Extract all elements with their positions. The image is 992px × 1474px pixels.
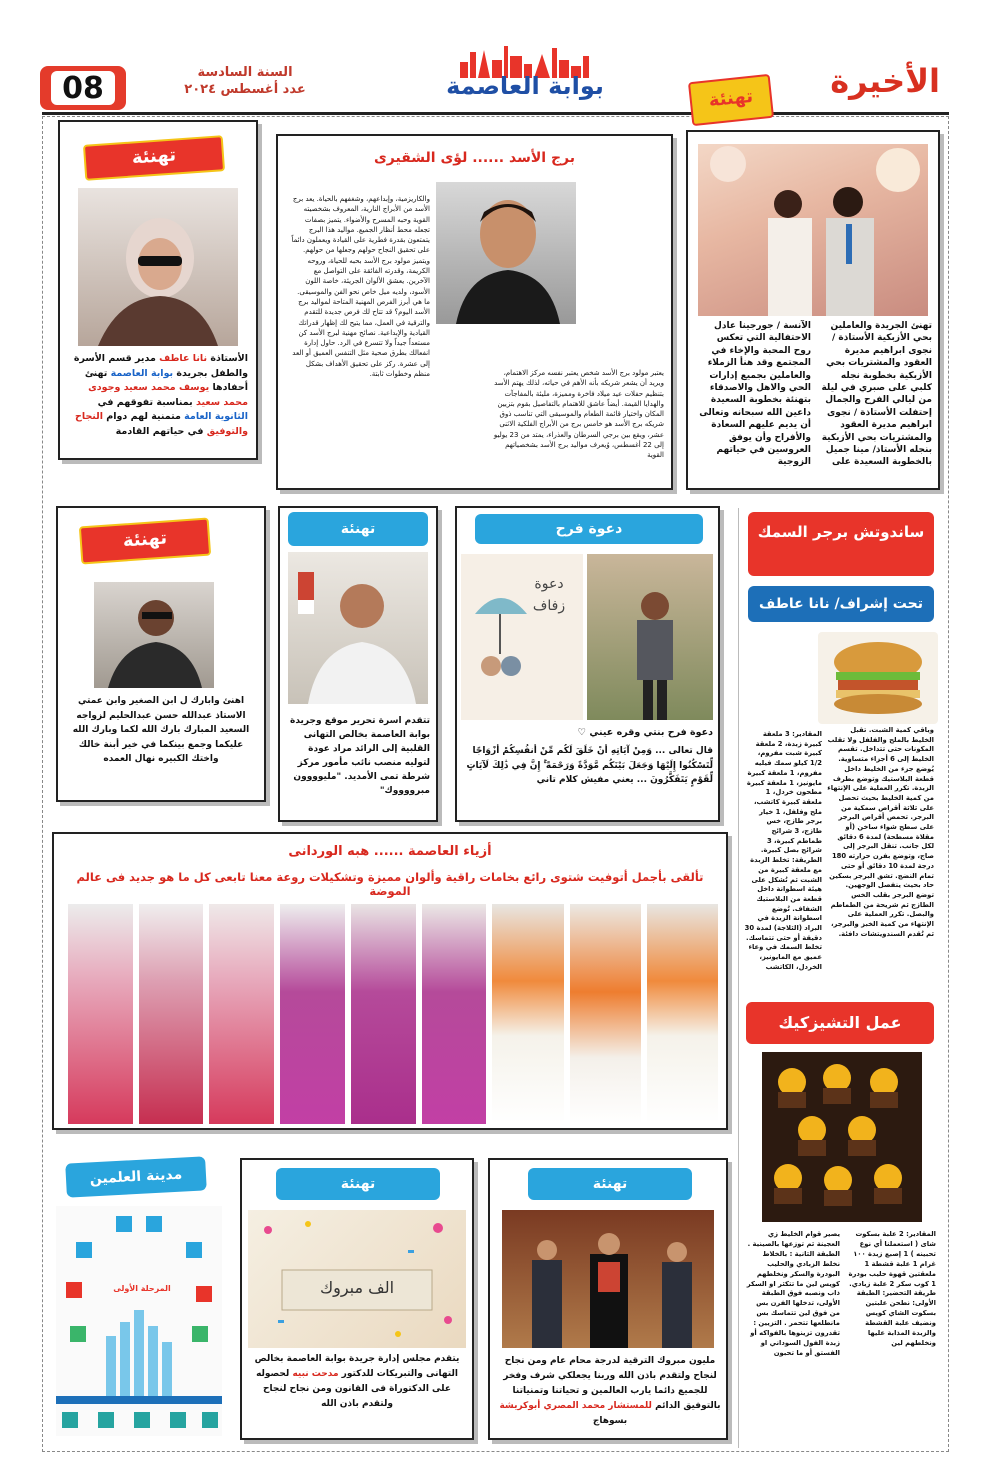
fashion-photo-6 <box>422 904 487 1124</box>
ceremony-image <box>502 1210 714 1348</box>
burger-photo <box>818 632 938 724</box>
congrats-topleft-text <box>70 352 248 456</box>
invitation-text-l2: قال تعالى ... وَمِنْ آيَاتِهِ أَنْ خَلَقَ لَكُم مِّنْ أَنفُسِكُمْ أَزْوَاجًا لِّتَسْكُنُوا إِلَيْهَا وَجَعَلَ بَيْنَكُم مَّوَدَّةً وَرَحْمَةً ۚ إِنَّ فِي ذَٰلِكَ لَآيَاتٍ لِّقَوْمٍ يَتَفَكَّرُونَ ... يعني مفيش كلام تاني <box>466 746 713 785</box>
couple-image <box>698 144 928 316</box>
page-number-badge <box>40 66 126 110</box>
doctor-name-highlight: مدحت نبيه <box>292 1369 339 1379</box>
card-line1: دعوة <box>534 576 564 592</box>
brand-highlight: بوابة العاصمة <box>110 367 174 379</box>
promotion-text: تتقدم اسرة تحرير موقع وجريدة بوابة العاصمة بخالص التهانى القلبية إلى الرائد مراد عودة لتوليه منصب نائب مأمور مركز شرطة تمى الأمديد. "مليوووون مبرووووك" <box>290 716 430 796</box>
promotion-photo <box>288 552 428 704</box>
congrats-topleft-box <box>58 120 258 460</box>
congrats-lawyer-ribbon: تهنئة <box>528 1168 692 1200</box>
woman-portrait-image <box>78 188 238 346</box>
alamein-title: مدينة العلمين <box>65 1156 207 1197</box>
congrats-doctor-card <box>248 1210 466 1348</box>
text-part: الأستاذة <box>207 353 248 364</box>
page-number: 08 <box>51 71 115 105</box>
text-part: في حياتهم القادمة <box>115 425 207 437</box>
congrats-doctor-ribbon: تهنئة <box>276 1168 440 1200</box>
fashion-photo-1 <box>68 904 133 1124</box>
text-part: بسوهاج <box>592 1416 628 1426</box>
name-highlight: نانا عاطف <box>159 353 208 364</box>
wedding-box <box>686 130 940 490</box>
alamein-infographic <box>56 1206 222 1436</box>
exam-highlight: الثانوية العامة <box>184 411 248 422</box>
promotion-box <box>278 506 438 822</box>
text-part: مليون مبروك الترقية لدرجة محام عام ومن نجاح لنجاح ولتقدم باذن الله وربنا يجعلكي شرف وفخر للجميع دائما يارب العالمين و تحياتنا وتمنياتنا بالتوفيق الدائم <box>503 1356 721 1411</box>
fashion-photo-5 <box>351 904 416 1124</box>
congrats-doctor-box <box>240 1158 474 1440</box>
leo-col-right: يعتبر مولود برج الأسد شخص يعتبر نفسه مركز الاهتمام، ويريد أن يشعر شريكه بأنه الأهم في حياته، لذلك يهتم الأسد بتنظيم حفلات عيد ميلاد فاخرة ومميزة، مليئة بالمفاجآت والهدايا القيمة. أيضاً عاشق للاهتمام بالتفاصيل بقوم بتزيين المكان واختيار قائمة الطعام والموسيقى التي تناسب ذوق شريكه برج الأسد هو خامس برج من الأبراج الفلكية الاثنى عشر، ويقع بين برجي السرطان والعذراء، يمتد من 23 يوليو إلى 22 أغسطس، وُيعرف مواليد برج الأسد بشخصياتهم القوية <box>493 369 664 460</box>
congrats-topleft-ribbon: تهنئة <box>83 135 225 181</box>
leo-box <box>276 134 673 490</box>
newspaper-logo <box>440 42 610 116</box>
congrats-midleft-box <box>56 506 266 802</box>
fashion-photo-9 <box>647 904 718 1124</box>
sandwich-title: ساندوتش برجر السمك <box>748 512 934 576</box>
lawyer-name-highlight: للمستشار محمد المصري أبوكريشة <box>499 1401 652 1411</box>
fashion-gallery <box>68 904 718 1124</box>
names-highlight: يوسف محمد سعيد وجودى محمد سعيد <box>88 382 248 408</box>
fashion-photo-8 <box>570 904 641 1124</box>
text-part: تهنئ أحفادها <box>84 367 248 393</box>
wedding-text: تهنئ الجريدة والعاملين بحي الأزبكية الأستاذة / نجوى ابراهيم مديرة العقود والمشتريات بحي الأزبكية بخطوبة نجله كلبي على صبري في ليلة من ليالي الفرح والجمال إحتفلت الأستاذة / نجوى ابراهيم مديرة العقود والمشتريات بحي الأزبكية بنجله الأستاذ/ مينا جميل بالخطوبة السعيدة على الآنسة / جورجينا عادل الاحتفالية التي تعكس روح المحبة والإخاء في المجتمع وقد هنأ الزملاء والعاملين بجميع إدارات الحي والاهل والاصدقاء بتهنئة بخطوبة السعيدة داعين الله سبحانه وتعالى أن يديم عليهم السعادة والأفراح وأن يوفق العروسين في حياتهم الزوجية <box>699 321 932 468</box>
sandwich-supervisor: تحت إشراف/ نانا عاطف <box>748 586 934 622</box>
fashion-box <box>52 832 728 1130</box>
card-line2: زفاف <box>532 598 566 614</box>
sandwich-method: وباقي كمية الشبت. تقبل الخليط بالملح والفلفل ولا تقلب المكونات حتى تتداخل. تقسم الخليط إلى 6 أجزاء متساوية. يُوضع جزء من الخليط داخل قطعة البلاستيك وتوضع بطرف الزبدة. تكرر العملية على الإنتهاء من كمية الخليط بحيث تحصل على ثلاثة أقراص سمكية من البرجر. تحمص أقراص البرجر على سطح شواء ساخن (أو مقلاة مسطحة) لمدة 6 دقائق لكل جانب. تنقل البرجر إلى صاج، وتوضع بفرن حرارته 180 درجة لمدة 10 دقائق أو حتى تمام النضج. تشق البرجر بسكين حاد بحيث ينفصل الوجهين. توضع البرجر بقلب الخس الطازج ثم شريحة من الطماطم والبصل. تكرر العملية على الإنتهاء من كمية الخبز والبرجر، ثم تُقدم السندويتشات دافئة. <box>827 726 934 938</box>
fashion-photo-7 <box>492 904 563 1124</box>
wedding-photo <box>698 144 928 316</box>
wedding-ribbon: تهنئة <box>688 74 774 126</box>
officer-image <box>288 552 428 704</box>
young-man-image <box>94 582 214 688</box>
congrats-lawyer-box <box>488 1158 728 1440</box>
year-line: السنة السادسة <box>197 65 293 80</box>
issue-line: عدد أغسطس ٢٠٢٤ <box>184 82 306 97</box>
text-part: متمنية لهم دوام <box>103 411 185 422</box>
portrait-image <box>436 182 576 324</box>
text-part: بمناسبة تفوقهم في <box>97 396 197 408</box>
congrats-midleft-photo <box>94 582 214 688</box>
invitation-card <box>461 554 583 720</box>
cheesecake-col-left: يصير قوام الخليط زي العجينة ثم توزعها بالصينية . الطبقة الثانية : بالخلاط نخلط الزبادي والحليب البودرة والسكر ونخلطهم كويس لين ما تتكثر او السكر ذاب ونصبه فوق الطبقة الأولى، تدخلها الفرن بس من فوق لين تتماسك بس مانطلعها تتحمر . التزيين : تقدرون تزينوها بالفواكه أو زبدة الفول السوداني او الفستق أو ما تحبون <box>746 1230 840 1357</box>
invitation-ribbon: دعوة فرح <box>475 514 703 544</box>
cheesecake-photo <box>762 1052 922 1222</box>
promotion-ribbon: تهنئة <box>288 512 428 546</box>
success-highlight: النجاح والتوفيق <box>75 411 248 437</box>
fashion-subtitle: تألقى بأجمل أتوفيت شتوى رائع بخامات راقية وألوان مميزة وتشكيلات روعة معنا تابعى كل ما هو جديد فى عالم الموضة <box>76 870 704 898</box>
fashion-photo-4 <box>280 904 345 1124</box>
congrats-lawyer-photo <box>502 1210 714 1348</box>
leo-title: برج الأسد ...... لؤى الشقيرى <box>373 150 576 166</box>
congrats-doctor-text <box>248 1352 466 1436</box>
invitation-text-l1: دعوة فرح بنتي وقره عيني ♡ <box>577 727 713 738</box>
cheesecake-col-right: المقادير: 2 علبة بسكوت شاى ( استعملنا أي نوع تحبينه ) 1 إصبع زبدة ١٠٠ غرام 1 علبة قشطة 1 ملعقتين قهوة حليب بودرة 1 كوب سكر 2 علبة زبادي. طريقة التحضير: الطبقة الأولى: نطحن علبتين بسكوت الشاي كويس ونضيف علبة القشطة والزبدة المذابة عليها ونخلطهم لين <box>848 1230 936 1347</box>
congrats-doctor-card-text: الف مبروك <box>319 1278 395 1297</box>
burger-image <box>818 632 938 724</box>
congrats-midleft-ribbon: تهنئة <box>79 518 211 565</box>
header-rule <box>42 112 949 115</box>
man-photo-image <box>587 554 713 720</box>
leo-photo <box>436 182 576 324</box>
section-title: الأخيرة <box>830 62 940 100</box>
city-infographic-image <box>56 1206 222 1436</box>
alamein-phase-label: المرحلة الأولى <box>113 1284 171 1293</box>
alamein-box <box>52 1150 222 1440</box>
leo-col-left: والكاريزمية، وإبداعهم، وشغفهم بالحياة. يعد برج الأسد من الأبراج النارية، المعروف بشخصيته القوية وحبه المسرح والأضواء. يتميز بصفات تجعله محط أنظار الجميع. مواليد هذا البرج يتمتعون بقدرة فطرية على القيادة ويعملون دائماً على تحقيق النجاح حولهم وجعلها من حولهم. ويتميز مولود برج الأسد بحبه للحياة، وروحه الكريمة، وقدرته الفائقة على التواصل مع الآخرين. يعشق الألوان الجريئة، خاصة اللون الأسود، ولديه ميل خاص نحو الفن والموسيقى. ما هي أبرز الفرص المهنية المتاحة لمواليد برج الأسد اليوم؟ قد تتاح لك فرص جديدة للتقدم والترقية في العمل، مما يتيح لك إظهار قدراتك القيادية والإبداعية. نصائح مهنية لبرج الأسد كن مستعداً جيداً ولا تتسرع في الرد. حاول إدارة انفعالك بطرق صحية مثل التنفس العميق أو العد إلى عشرة. ركز على تحقيق الأهداف بشكل منظم وخطوات ثابتة. <box>291 195 430 379</box>
fashion-photo-3 <box>209 904 274 1124</box>
text-part: لحصوله على الدكتوراة فى القانون ومن نجاح لنجاح ولتقدم باذن الله <box>256 1369 451 1409</box>
fashion-photo-2 <box>139 904 204 1124</box>
congrats-midleft-text: اهنئ وابارك ل ابن الصغير وابن عمتي الاستاذ عبدالله حسن عبدالحليم لزواجه السعيد المبارك بارك الله لكما وبارك الله عليكما وجمع بينكما في خير أبنة خالك واختك الكبيره نهال العمده <box>72 696 250 764</box>
invitation-box <box>455 506 720 822</box>
fashion-title: أزياء العاصمة ...... هبه الوردانى <box>288 844 492 859</box>
text-part: يتقدم مجلس إدارة جريدة بوابة العاصمة بخالص التهانى والتبريكات للدكتور <box>254 1354 460 1379</box>
cake-image <box>762 1052 922 1222</box>
text-part: مدير قسم الأسرة والطفل بجريدة <box>73 353 248 379</box>
congrats-lawyer-text <box>498 1354 722 1436</box>
logo-text: بوابة العاصمة <box>446 72 604 100</box>
congrats-topleft-photo <box>78 188 238 346</box>
cheesecake-title: عمل التشيزكيك <box>746 1002 934 1044</box>
invitation-photo <box>587 554 713 720</box>
sandwich-ingredients: المقادير: 3 ملعقة كبيرة زبدة، 2 ملعقة كبيرة شبت مفروم، 1/2 كيلو سمك فيليه مفروم، 1 ملعقة كبيرة مايونيز، 1 ملعقة كبيرة مطحون خردل، 1 ملعقة كبيرة كاتشب، ملح وفلفل، 1 خيار برجر طازج، خس طازج، 3 شرائح طماطم كبيرة، 3 شرائح بصل كبيرة. الطريقة: تخلط الزبدة مع ملعقة كبيرة من الشبت ثم تُشكل على هيئة اسطوانة داخل قطعة من البلاستيك الشفاف. تُوضع اسطوانة الزبدة في البراد (الثلاجة) لمدة 30 دقيقة أو حتى تتماسك. تخلط السمك في وعاء عميق مع المايونيز، الخردل، الكاتشب <box>744 730 822 971</box>
issue-info <box>180 64 310 98</box>
